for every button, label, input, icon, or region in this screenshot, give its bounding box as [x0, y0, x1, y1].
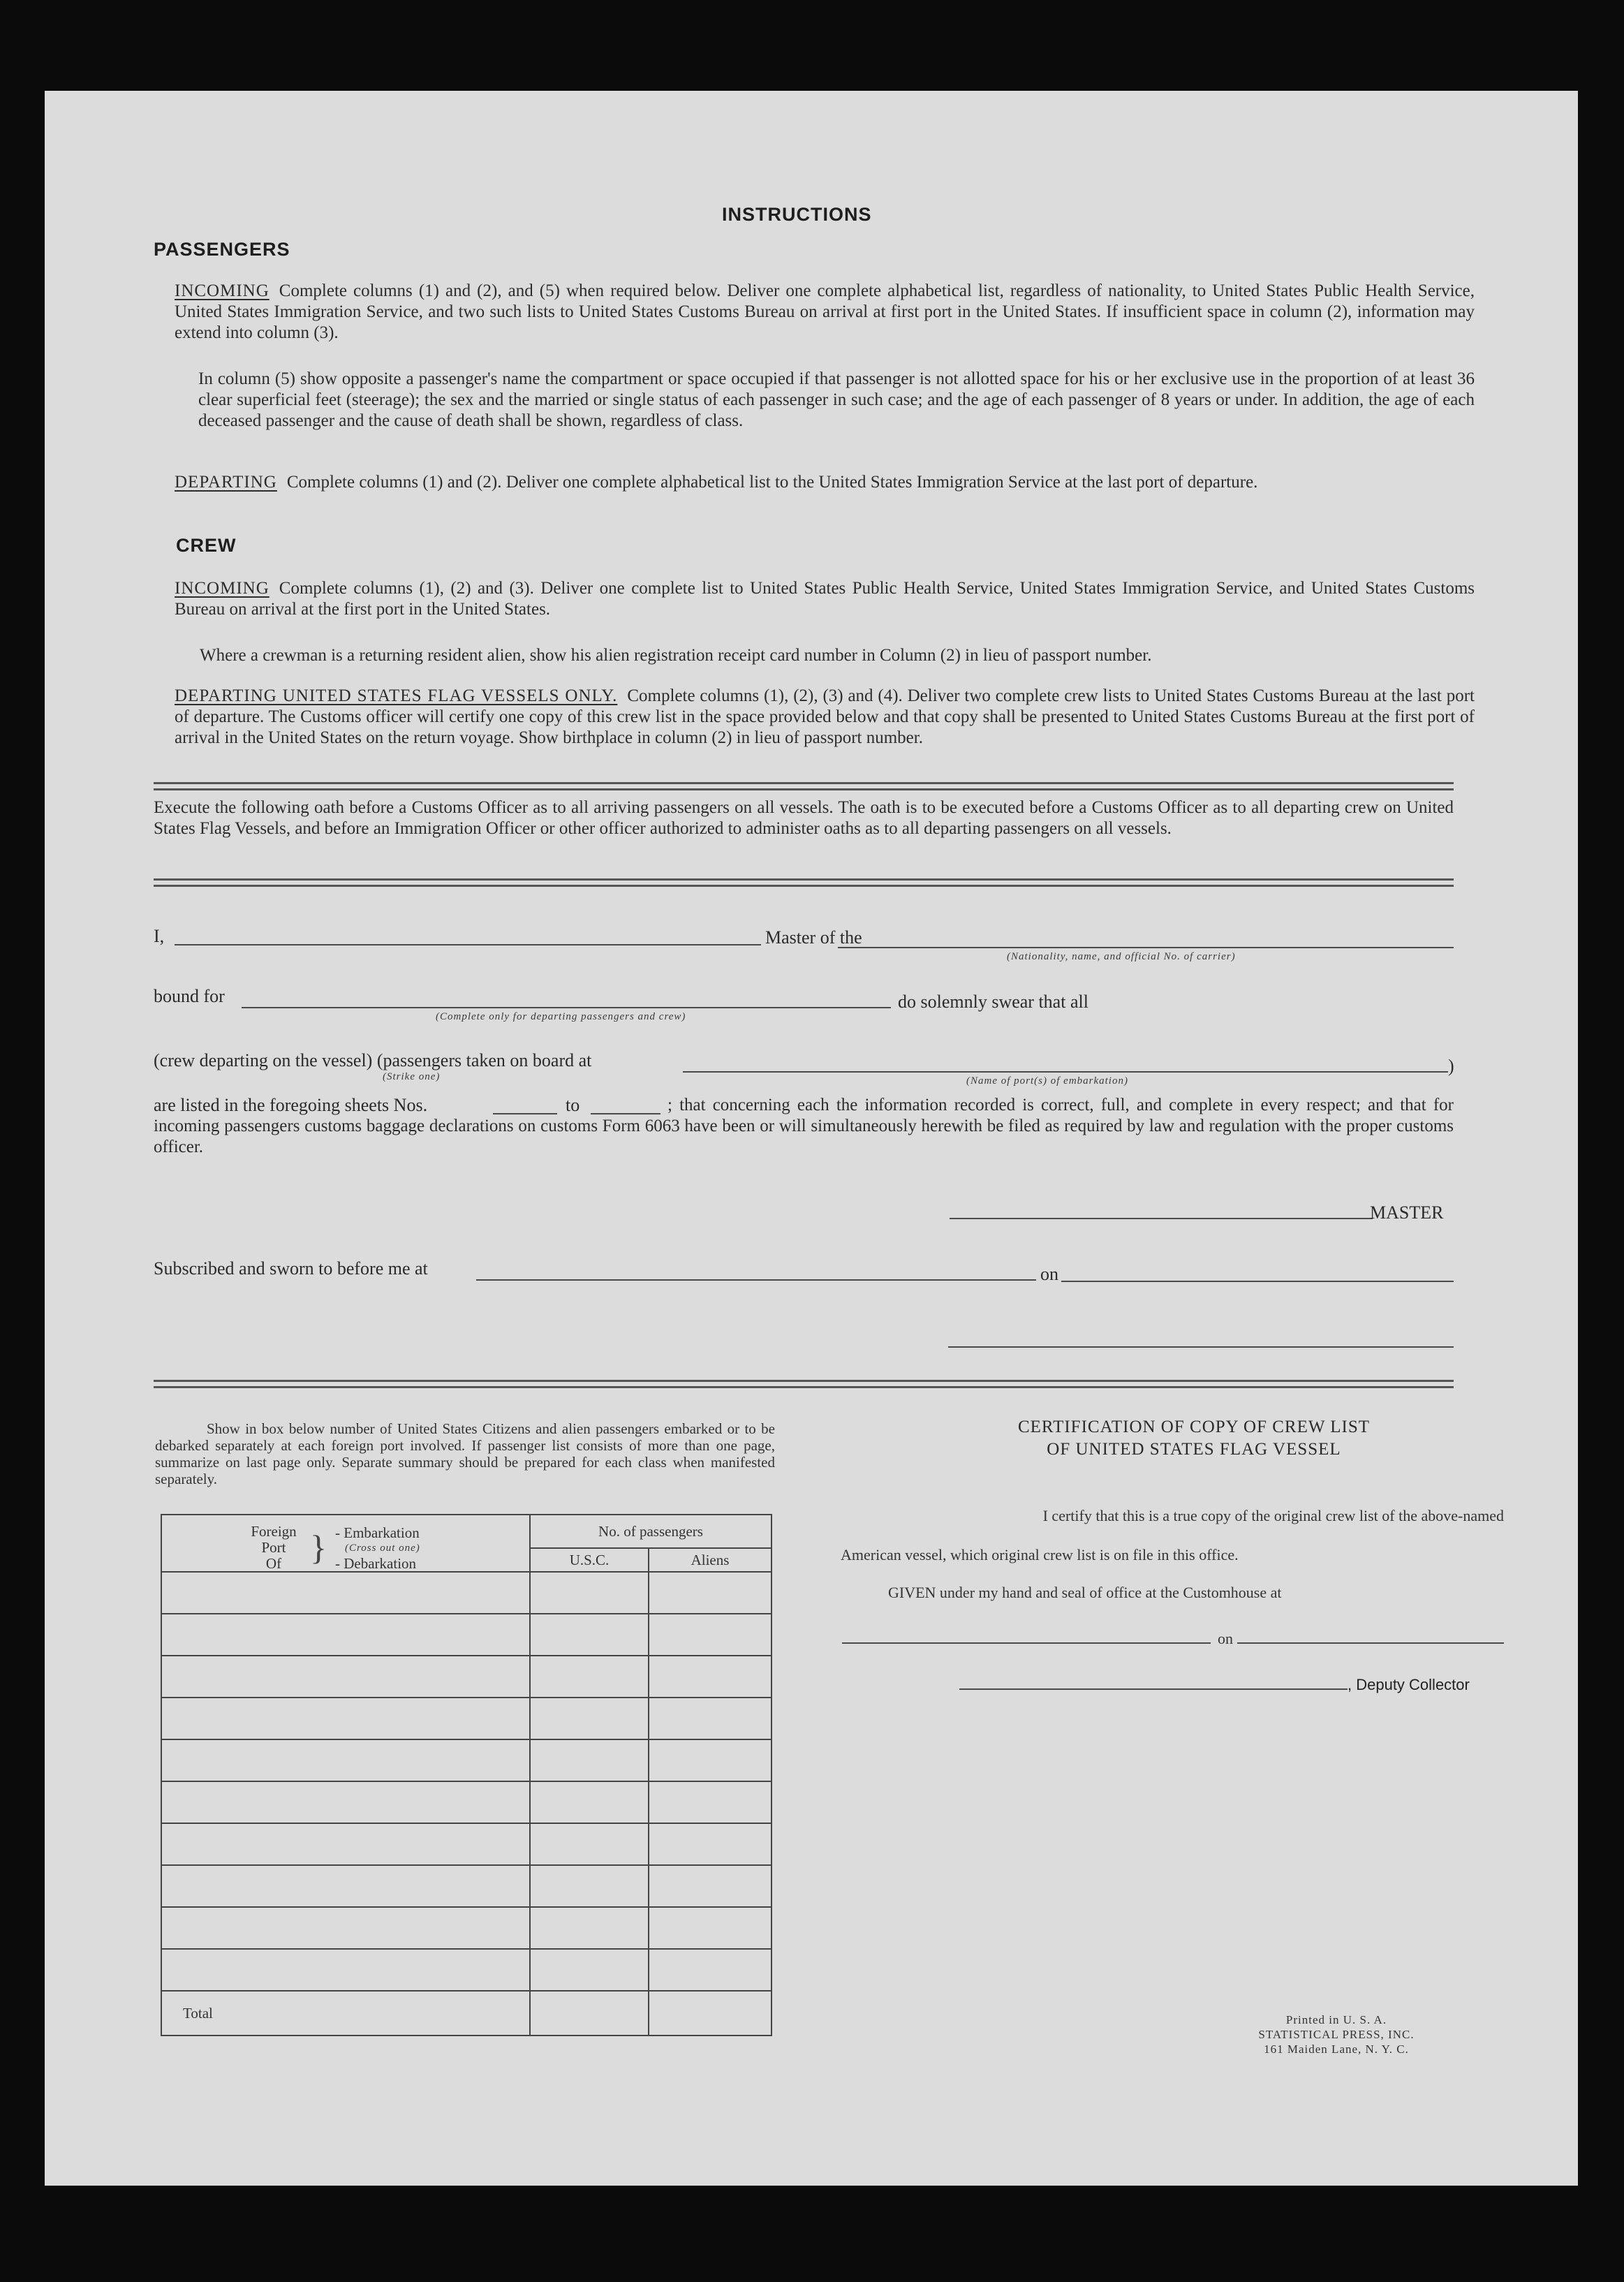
port-note: (Name of port(s) of embarkation) [966, 1075, 1128, 1087]
complete-only-note: (Complete only for departing passengers and crew) [436, 1011, 686, 1022]
sworn-on-label: on [1040, 1264, 1058, 1284]
total-label: Total [161, 1991, 530, 2036]
debarkation-option[interactable]: - Debarkation [335, 1555, 417, 1572]
cross-out-note: (Cross out one) [345, 1543, 420, 1554]
passengers-incoming-text: Complete columns (1) and (2), and (5) when required below. Deliver one complete alphabetical list, regardless of nationality, to United States Public Health Service, United States Immigration Service, and two such lists to United States Customs Bureau on arrival at first port in the United States. If insufficient space in column (2), information may extend into column (3). [175, 281, 1475, 342]
sworn-date-field[interactable] [1061, 1281, 1454, 1282]
certification-title-line1: CERTIFICATION OF COPY OF CREW LIST [1017, 1418, 1371, 1436]
oath-instruction: Execute the following oath before a Customs Officer as to all arriving passengers on all vessels. The oath is to be executed before a Customs Officer as to all departing crew on United States Flag Vessels, and before an Immigration Officer or other officer authorized to administer oaths as to all departing passengers on all vessels. [154, 798, 1454, 838]
passengers-departing-instruction [175, 472, 1475, 493]
table-row[interactable] [161, 1865, 530, 1907]
certify-line1: I certify that this is a true copy of the original crew list of the above-named [1042, 1507, 1504, 1524]
customhouse-field[interactable] [842, 1642, 1211, 1644]
cert-on-label: on [1218, 1630, 1233, 1647]
table-row[interactable] [161, 1823, 530, 1865]
passengers-heading: PASSENGERS [154, 239, 290, 260]
no-of-passengers-header: No. of passengers [530, 1515, 772, 1548]
certification-title [880, 1416, 1508, 1461]
crew-heading: CREW [176, 535, 237, 556]
listed-text: are listed in the foregoing sheets Nos. [154, 1095, 428, 1115]
table-row[interactable] [161, 1572, 530, 1614]
table-row[interactable] [161, 1656, 530, 1698]
crew-returning-alien-instruction: Where a crewman is a returning resident alien, show his alien registration receipt card number in Column (2) in lieu of passport number. [200, 646, 1152, 665]
printer-imprint [1218, 2012, 1455, 2056]
to-label: to [566, 1095, 580, 1115]
crew-departing-text: Complete columns (1), (2), (3) and (4). Deliver two complete crew lists to United States Customs Bureau at the last port of departure. The Customs officer will certify one copy of this crew list in the space provided below and that copy shall be presented to United States Customs Bureau at the first port of arrival in the United States on the return voyage. Show birthplace in column (2) in lieu of passport number. [175, 686, 1475, 747]
oath-i-label: I, [154, 926, 165, 946]
usc-header: U.S.C. [530, 1548, 649, 1572]
passengers-incoming-label: INCOMING [175, 281, 270, 300]
swear-text: do solemnly swear that all [898, 992, 1088, 1012]
table-row[interactable] [161, 1739, 530, 1781]
double-rule [154, 782, 1454, 790]
port-label: Port [261, 1539, 286, 1556]
total-aliens-cell[interactable] [649, 1991, 772, 2036]
master-label: MASTER [1370, 1202, 1444, 1223]
strike-one-note: (Strike one) [383, 1071, 441, 1082]
crew-incoming-instruction [175, 578, 1475, 620]
destination-field[interactable] [242, 1007, 891, 1008]
embarkation-port-field[interactable] [683, 1071, 1448, 1073]
certification-title-line2: OF UNITED STATES FLAG VESSEL [1047, 1440, 1341, 1459]
table-row[interactable] [161, 1614, 530, 1656]
deputy-collector-label: , Deputy Collector [1348, 1676, 1470, 1693]
printer-line1: Printed in U. S. A. [1285, 2013, 1387, 2026]
table-row[interactable] [161, 1698, 530, 1739]
close-paren: ) [1448, 1056, 1454, 1076]
foreign-label: Foreign [251, 1523, 297, 1540]
carrier-field[interactable] [838, 947, 1454, 948]
nationality-note: (Nationality, name, and official No. of carrier) [1007, 951, 1236, 962]
table-row[interactable] [161, 1781, 530, 1823]
double-rule [154, 878, 1454, 887]
of-label: Of [265, 1555, 282, 1572]
table-row[interactable] [161, 1907, 530, 1949]
passengers-departing-label: DEPARTING [175, 473, 277, 492]
passengers-incoming-instruction [175, 281, 1475, 344]
passenger-summary-table [161, 1514, 772, 2036]
crew-incoming-label: INCOMING [175, 579, 270, 598]
master-name-field[interactable] [175, 944, 761, 945]
crew-departing-option[interactable]: (crew departing on the vessel) (passengers taken on board at [154, 1050, 592, 1070]
passengers-column5-instruction: In column (5) show opposite a passenger's name the compartment or space occupied if that passenger is not allotted space for his or her exclusive use in the proportion of at least 36 clear superficial feet (steerage); the sex and the married or single status of each passenger in such case; and the age of each passenger of 8 years or under. In addition, the age of each deceased passenger and the cause of death shall be shown, regardless of class. [198, 369, 1475, 430]
subscribed-label: Subscribed and sworn to before me at [154, 1258, 428, 1279]
total-usc-cell[interactable] [530, 1991, 649, 2036]
summary-instruction: Show in box below number of United States Citizens and alien passengers embarked or to be debarked separately at each foreign port involved. If passenger list consists of more than one page, summarize on last page only. Separate summary should be prepared for each class when manifested separately. [155, 1420, 775, 1487]
certify-line2: American vessel, which original crew list is on file in this office. [841, 1546, 1239, 1563]
master-of-the-label: Master of the [765, 927, 862, 948]
foreign-port-header [161, 1515, 530, 1572]
aliens-header: Aliens [649, 1548, 772, 1572]
deputy-signature-field[interactable] [959, 1688, 1348, 1690]
given-text: GIVEN under my hand and seal of office at the Customhouse at [888, 1584, 1282, 1601]
form-page [45, 91, 1578, 2186]
bound-for-label: bound for [154, 986, 225, 1006]
printer-line2: STATISTICAL PRESS, INC. [1258, 2028, 1415, 2041]
page-title: INSTRUCTIONS [722, 204, 872, 225]
cert-date-field[interactable] [1237, 1642, 1504, 1644]
sworn-place-field[interactable] [476, 1279, 1036, 1281]
crew-incoming-text: Complete columns (1), (2) and (3). Deliver one complete list to United States Public Health Service, United States Immigration Service, and United States Customs Bureau on arrival at the first port in the United States. [175, 579, 1475, 619]
crew-departing-label: DEPARTING UNITED STATES FLAG VESSELS ONLY. [175, 686, 618, 705]
listed-rest-text: ; that concerning each the information recorded is correct, full, and complete in every respect; and that for incoming passengers customs baggage declarations on customs Form 6063 have been or will simultaneously herewith be filed as required by law and regulation with the proper customs officer. [154, 1096, 1454, 1156]
double-rule [154, 1380, 1454, 1388]
crew-departing-instruction [175, 686, 1475, 749]
embarkation-option[interactable]: - Embarkation [335, 1524, 420, 1541]
passengers-departing-text: Complete columns (1) and (2). Deliver one complete alphabetical list to the United States Immigration Service at the last port of departure. [286, 473, 1258, 492]
printer-line3: 161 Maiden Lane, N. Y. C. [1264, 2042, 1409, 2056]
brace: } [310, 1528, 327, 1567]
officer-signature-field[interactable] [948, 1346, 1454, 1348]
table-row[interactable] [161, 1949, 530, 1991]
master-signature-field[interactable] [950, 1218, 1373, 1219]
